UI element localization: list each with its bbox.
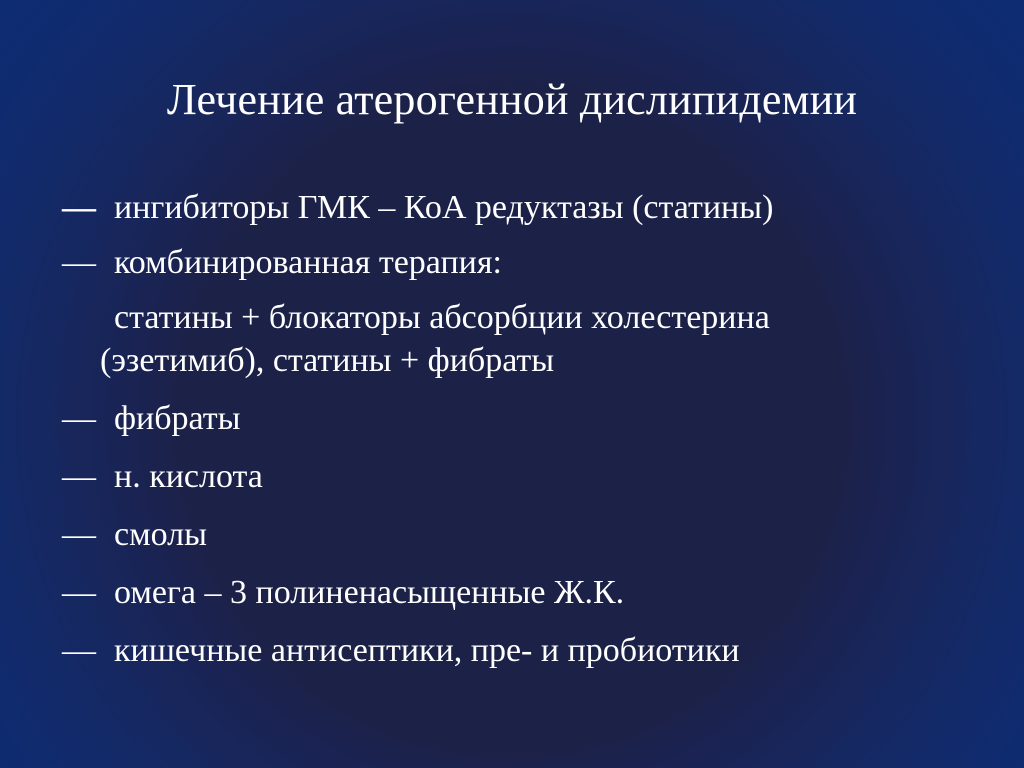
list-item-omega-3 [62,572,992,614]
list-item-nicotinic-acid [62,456,992,498]
list-item-antiseptics-probiotics [62,630,992,672]
dash-bullet: — [62,574,96,611]
list-item-combined-detail-line-2 [62,340,992,382]
slide-title: Лечение атерогенной дислипидемии [166,75,858,124]
dash-bullet: — [62,516,96,553]
list-item-fibrates [62,398,992,440]
bullet-list [62,187,992,672]
list-item-combined-detail-line-1 [62,297,992,339]
list-item-statins [62,187,992,229]
dash-bullet: — [62,632,96,669]
dash-bullet: — [62,189,96,226]
list-item-text: (эзетимиб), статины + фибраты [100,342,555,379]
list-item-combined-therapy [62,242,992,284]
dash-bullet: — [62,458,96,495]
list-item-text: омега – 3 полиненасыщенные Ж.К. [114,574,625,611]
list-item-text: статины + блокаторы абсорбции холестерина [114,299,770,336]
list-item-text: ингибиторы ГМК – КоА редуктазы (статины) [114,189,774,226]
list-item-text: комбинированная терапия: [114,244,502,281]
dash-bullet: — [62,244,96,281]
dash-bullet: — [62,400,96,437]
list-item-text: кишечные антисептики, пре- и пробиотики [114,632,740,669]
list-item-text: н. кислота [114,458,263,495]
list-item-text: смолы [114,516,207,553]
list-item-resins [62,514,992,556]
list-item-text: фибраты [114,400,241,437]
